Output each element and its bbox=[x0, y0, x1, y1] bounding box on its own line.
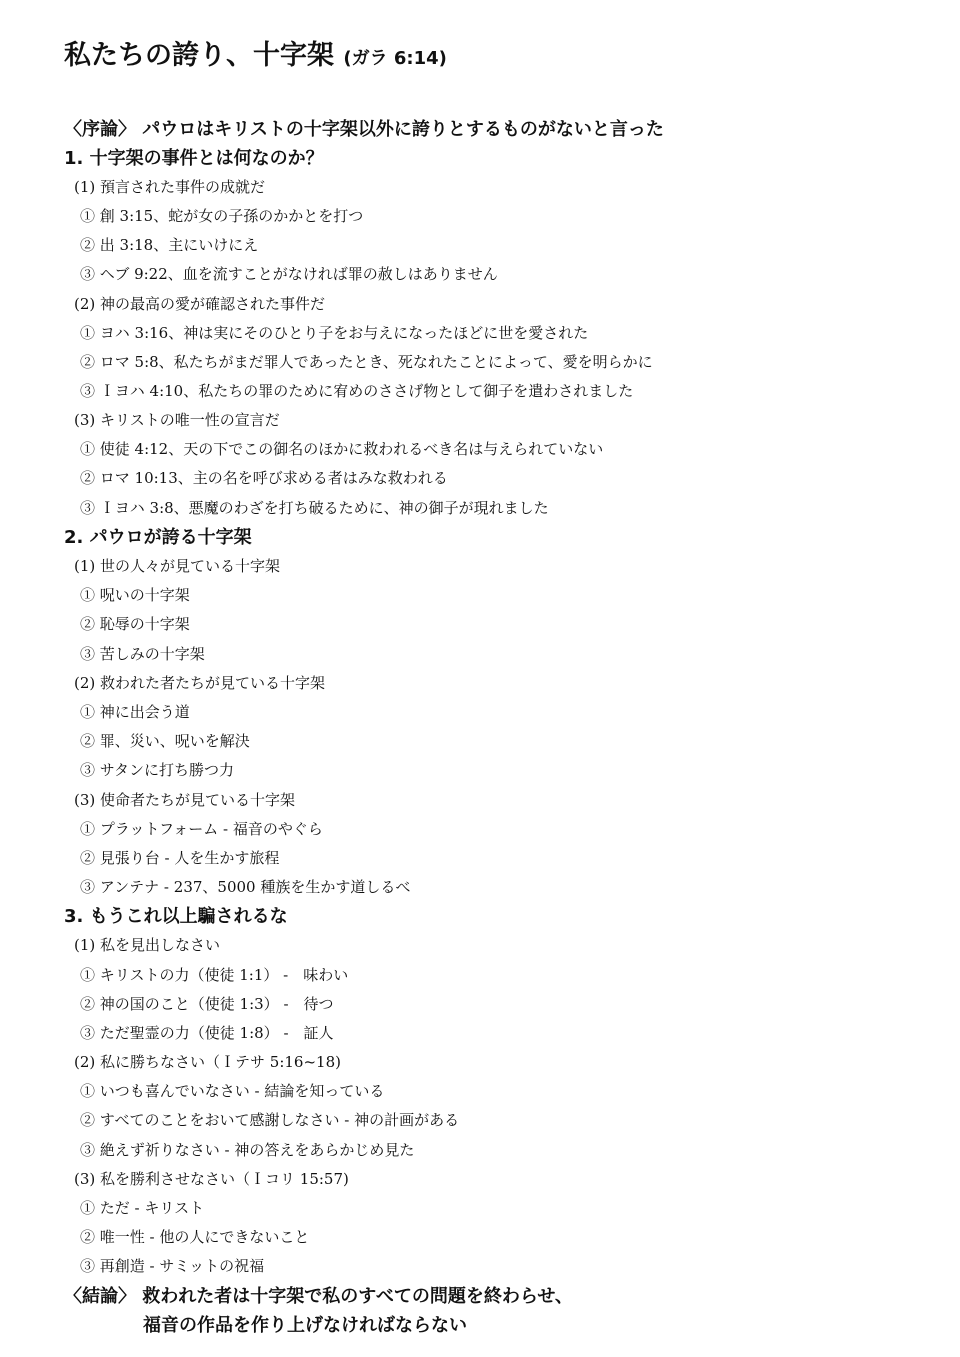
list-item: ① 使徒 4:12、天の下でこの御名のほかに救われるべき名は与えられていない bbox=[80, 440, 604, 458]
list-item: ② 罪、災い、呪いを解決 bbox=[80, 732, 250, 750]
page-title bbox=[64, 36, 447, 79]
list-item: ② 恥辱の十字架 bbox=[80, 615, 190, 633]
list-item: ② 唯一性 - 他の人にできないこと bbox=[80, 1228, 310, 1246]
conclusion-line-2: 福音の作品を作り上げなければならない bbox=[143, 1315, 467, 1336]
subheading: (3) 私を勝利させなさい（Ｉコリ 15:57) bbox=[74, 1170, 349, 1188]
list-item: ③ アンテナ - 237、5000 種族を生かす道しるべ bbox=[80, 878, 411, 896]
list-item: ② 神の国のこと（使徒 1:3） - 待つ bbox=[80, 995, 334, 1013]
list-item: ① 神に出会う道 bbox=[80, 703, 190, 721]
subheading: (3) キリストの唯一性の宣言だ bbox=[74, 411, 280, 429]
section-2-heading: 2. パウロが誇る十字架 bbox=[64, 527, 252, 548]
list-item: ③ ヘブ 9:22、血を流すことがなければ罪の赦しはありません bbox=[80, 265, 498, 283]
subheading: (2) 私に勝ちなさい（Ｉテサ 5:16~18) bbox=[74, 1053, 341, 1071]
conclusion-line-1: 〈結論〉 救われた者は十字架で私のすべての問題を終わらせ、 bbox=[64, 1286, 573, 1307]
list-item: ② ロマ 10:13、主の名を呼び求める者はみな救われる bbox=[80, 469, 448, 487]
subheading: (2) 救われた者たちが見ている十字架 bbox=[74, 674, 326, 692]
list-item: ③ 絶えず祈りなさい - 神の答えをあらかじめ見た bbox=[80, 1141, 415, 1159]
list-item: ① 呪いの十字架 bbox=[80, 586, 190, 604]
subheading: (1) 世の人々が見ている十字架 bbox=[74, 557, 281, 575]
list-item: ③ Ｉヨハ 4:10、私たちの罪のために宥めのささげ物として御子を遣わされました bbox=[80, 382, 634, 400]
list-item: ① キリストの力（使徒 1:1） - 味わい bbox=[80, 966, 349, 984]
list-item: ③ ただ聖霊の力（使徒 1:8） - 証人 bbox=[80, 1024, 334, 1042]
subheading: (2) 神の最高の愛が確認された事件だ bbox=[74, 295, 326, 313]
list-item: ① ただ - キリスト bbox=[80, 1199, 205, 1217]
list-item: ③ 苦しみの十字架 bbox=[80, 645, 205, 663]
introduction: 〈序論〉 パウロはキリストの十字架以外に誇りとするものがないと言った bbox=[64, 119, 664, 140]
list-item: ③ 再創造 - サミットの祝福 bbox=[80, 1257, 265, 1275]
title-scripture-ref: (ガラ 6:14) bbox=[343, 48, 447, 69]
list-item: ② すべてのことをおいて感謝しなさい - 神の計画がある bbox=[80, 1111, 460, 1129]
title-main: 私たちの誇り、十字架 bbox=[64, 40, 334, 71]
list-item: ② 出 3:18、主にいけにえ bbox=[80, 236, 259, 254]
subheading: (1) 私を見出しなさい bbox=[74, 936, 221, 954]
list-item: ① プラットフォーム - 福音のやぐら bbox=[80, 820, 323, 838]
list-item: ③ Ｉヨハ 3:8、悪魔のわざを打ち破るために、神の御子が現れました bbox=[80, 499, 549, 517]
subheading: (1) 預言された事件の成就だ bbox=[74, 178, 266, 196]
subheading: (3) 使命者たちが見ている十字架 bbox=[74, 791, 296, 809]
list-item: ② 見張り台 - 人を生かす旅程 bbox=[80, 849, 280, 867]
section-1-heading: 1. 十字架の事件とは何なのか？ bbox=[64, 148, 324, 169]
list-item: ① いつも喜んでいなさい - 結論を知っている bbox=[80, 1082, 385, 1100]
list-item: ③ サタンに打ち勝つ力 bbox=[80, 761, 235, 779]
list-item: ② ロマ 5:8、私たちがまだ罪人であったとき、死なれたことによって、愛を明らかに bbox=[80, 353, 653, 371]
list-item: ① 創 3:15、蛇が女の子孫のかかとを打つ bbox=[80, 207, 364, 225]
section-3-heading: 3. もうこれ以上騙されるな bbox=[64, 906, 288, 927]
list-item: ① ヨハ 3:16、神は実にそのひとり子をお与えになったほどに世を愛された bbox=[80, 324, 589, 342]
